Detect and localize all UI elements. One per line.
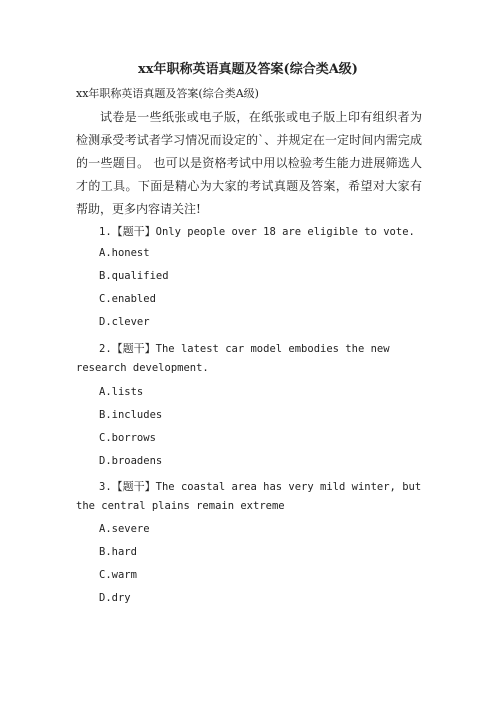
question-3-continuation: the central plains remain extreme <box>76 500 285 512</box>
question-2-stem <box>99 340 390 356</box>
option-d: D.broadens <box>99 455 163 467</box>
question-tag: 【题干】 <box>111 225 156 238</box>
question-number: 1. <box>99 226 112 238</box>
document-subtitle: xx年职称英语真题及答案(综合类A级) <box>76 87 259 100</box>
option-a: A.honest <box>99 247 150 259</box>
option-b: B.hard <box>99 546 137 558</box>
question-tag: 【题干】 <box>111 342 156 355</box>
intro-paragraph: 试卷是一些纸张或电子版，在纸张或电子版上印有组织者为检测承受考试者学习情况而设定的`、并规定在一定时间内需完成的一些题目。 也可以是资格考试中用以检验考生能力进展筛选人才的工具。下面是精心为大家的考试真题及答案，希望对大家有帮助，更多内容请关注! <box>76 110 422 216</box>
option-b: B.includes <box>99 409 163 421</box>
option-c: C.borrows <box>99 432 156 444</box>
question-text: The latest car model embodies the new <box>155 343 390 355</box>
question-text: Only people over 18 are eligible to vote. <box>155 226 415 238</box>
question-1-stem <box>99 223 415 239</box>
option-d: D.dry <box>99 592 131 604</box>
question-tag: 【题干】 <box>111 480 156 493</box>
option-a: A.lists <box>99 386 144 398</box>
question-3-stem <box>99 478 421 494</box>
option-d: D.clever <box>99 316 150 328</box>
option-a: A.severe <box>99 523 150 535</box>
question-2-continuation: research development. <box>76 362 209 374</box>
document-title: xx年职称英语真题及答案(综合类A级) <box>138 62 358 77</box>
question-number: 2. <box>99 343 112 355</box>
option-c: C.enabled <box>99 293 156 305</box>
question-number: 3. <box>99 481 112 493</box>
question-text: The coastal area has very mild winter, but <box>155 481 422 493</box>
option-b: B.qualified <box>99 270 169 282</box>
option-c: C.warm <box>99 569 137 581</box>
